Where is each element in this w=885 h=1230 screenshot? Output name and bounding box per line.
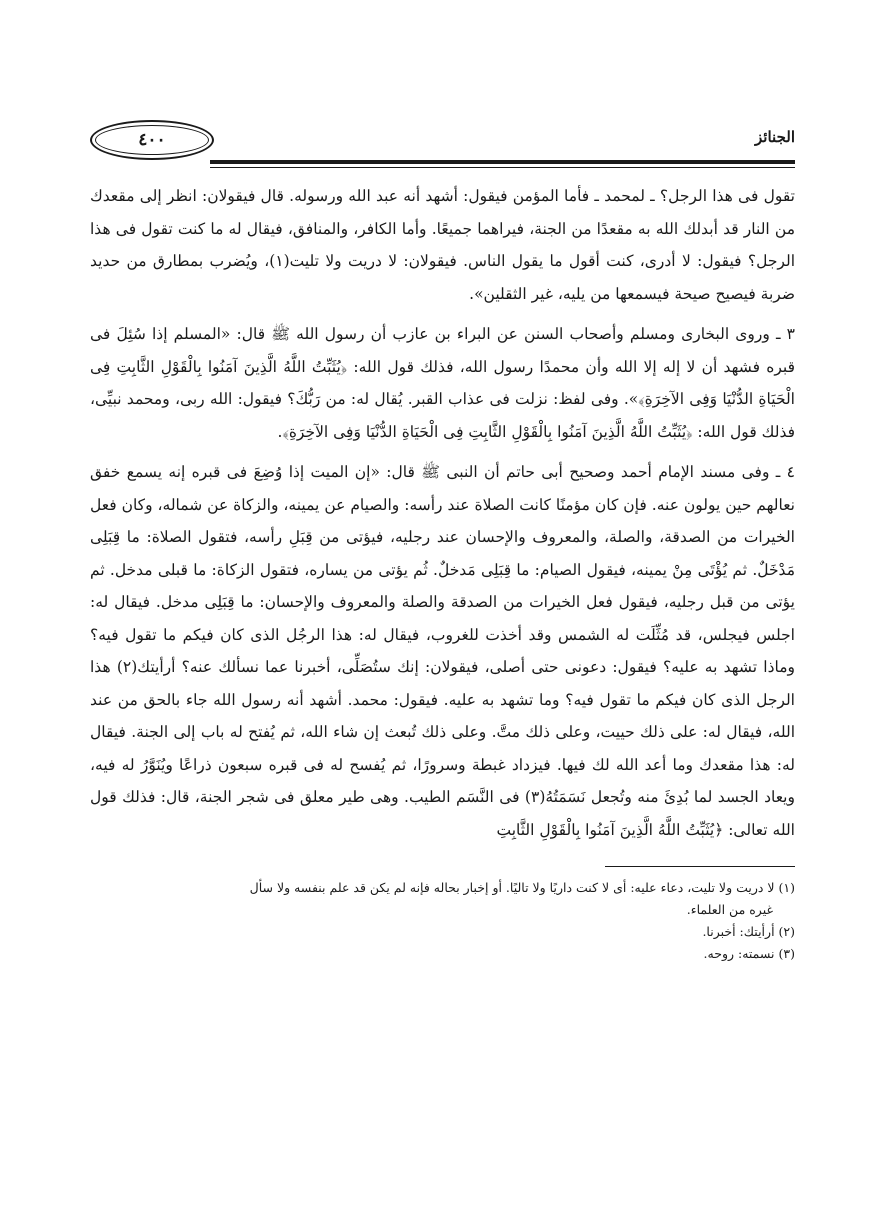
header-rule-thick — [210, 160, 795, 164]
footnote: (٣) نسمته: روحه. — [703, 946, 795, 961]
footnote-continuation: غيره من العلماء. — [686, 902, 773, 917]
footnote: (١) لا دريت ولا تليت، دعاء عليه: أى لا كنت داريًا ولا تاليًا. أو إخبار بحاله فإنه لم يكن قد علم بنفسه ولا سأل — [249, 880, 795, 895]
paragraph: ٤ ـ وفى مسند الإمام أحمد وصحيح أبى حاتم أن النبى ﷺ قال: «إن الميت إذا وُضِعَ فى قبره إنه يسمع خفق نعالهم حين يولون عنه. فإن كان مؤمنًا كانت الصلاة عند رأسه: والصيام عن يمينه، والزكاة عن شماله، وكان فعل الخيرات من الصدقة، والصلة، والمعروف والإحسان عند رجليه، فيؤتى من قِبَلِ رأسه، فتقول الصلاة: ما قِبَلِى مَدْخَلٌ. ثم يُؤْتَى مِنْ يمينه، فيقول الصيام: ما قِبَلِى مَدخلٌ. ثُم يؤتى من يساره، فتقول الزكاة: ما قبلى مدخل. ثم يؤتى من قبل رجليه، فيقول فعل الخيرات من الصدقة والصلة والمعروف والإحسان: ما قِبَلِى مدخل. فيقال له: اجلس فيجلس، قد مُثِّلَت له الشمس وقد أخذت للغروب، فيقال له: هذا الرجُل الذى كان فيكم ما تقول فيه؟ وماذا تشهد به عليه؟ فيقول: دعونى حتى أصلى، فيقولان: إنك ستُصَلِّى، أخبرنا عما نسألك عنه؟ أرأيتك(٢) هذا الرجل الذى كان فيكم ما تقول فيه؟ وما تشهد به عليه. فيقول: محمد. أشهد أنه رسول الله جاء بالحق من عند الله، فيقال له: على ذلك حييت، وعلى ذلك متَّ. وعلى ذلك تُبعث إن شاء الله، ثم يُفتح له باب إلى الجنة. فيقال له: هذا مقعدك وما أعد الله لك فيها. فيزداد غبطة وسرورًا، ثم يُفسح له فى قبره سبعون ذراعًا ويُنَوَّرُ له فيه، ويعاد الجسد لما بُدِئَ منه وتُجعل نَسَمَتُهُ(٣) فى النَّسَم الطيب. وهى طير معلق فى شجر الجنة، قال: فذلك قول الله تعالى: ﴿يُثَبِّتُ اللَّهُ الَّذِينَ آمَنُوا بِالْقَوْلِ الثَّابِتِ — [90, 463, 795, 839]
footnotes — [90, 877, 795, 965]
paragraph: تقول فى هذا الرجل؟ ـ لمحمد ـ فأما المؤمن فيقول: أشهد أنه عبد الله ورسوله. قال فيقولان: انظر إلى مقعدك من النار قد أبدلك الله به مقعدًا من الجنة، فيراهما جميعًا. وأما الكافر، والمنافق، فيقال له ما كنت تقول فى هذا الرجل؟ فيقول: لا أدرى، كنت أقول ما يقول الناس. فيقولان: لا دريت ولا تليت(١)، ويُضرب بمطارق من حديد ضربة فيصيح صيحة فيسمعها من يليه، غير الثقلين». — [90, 187, 795, 303]
page-number: ٤٠٠ — [138, 130, 166, 150]
footnote-separator — [605, 866, 795, 867]
chapter-title: الجنائز — [755, 128, 795, 146]
page-header — [90, 120, 795, 166]
body-text — [90, 180, 795, 846]
paragraph: ٣ ـ وروى البخارى ومسلم وأصحاب السنن عن البراء بن عازب أن رسول الله ﷺ قال: «المسلم إذا سُئِلَ فى قبره فشهد أن لا إله إلا الله وأن محمدًا رسول الله، فذلك قول الله: ﴿يُثَبِّتُ اللَّهُ الَّذِينَ آمَنُوا بِالْقَوْلِ الثَّابِتِ فِى الْحَيَاةِ الدُّنْيَا وَفِى الآخِرَةِ﴾». وفى لفظ: نزلت فى عذاب القبر. يُقال له: من رَبُّكَ؟ فيقول: الله ربى، ومحمد نبيِّى، فذلك قول الله: ﴿يُثَبِّتُ اللَّهُ الَّذِينَ آمَنُوا بِالْقَوْلِ الثَّابِتِ فِى الْحَيَاةِ الدُّنْيَا وَفِى الآخِرَةِ﴾. — [90, 325, 795, 441]
page-number-badge — [90, 120, 214, 160]
book-page — [90, 120, 795, 965]
header-rule-thin — [210, 167, 795, 168]
footnote: (٢) أرأيتك: أخبرنا. — [702, 924, 795, 939]
